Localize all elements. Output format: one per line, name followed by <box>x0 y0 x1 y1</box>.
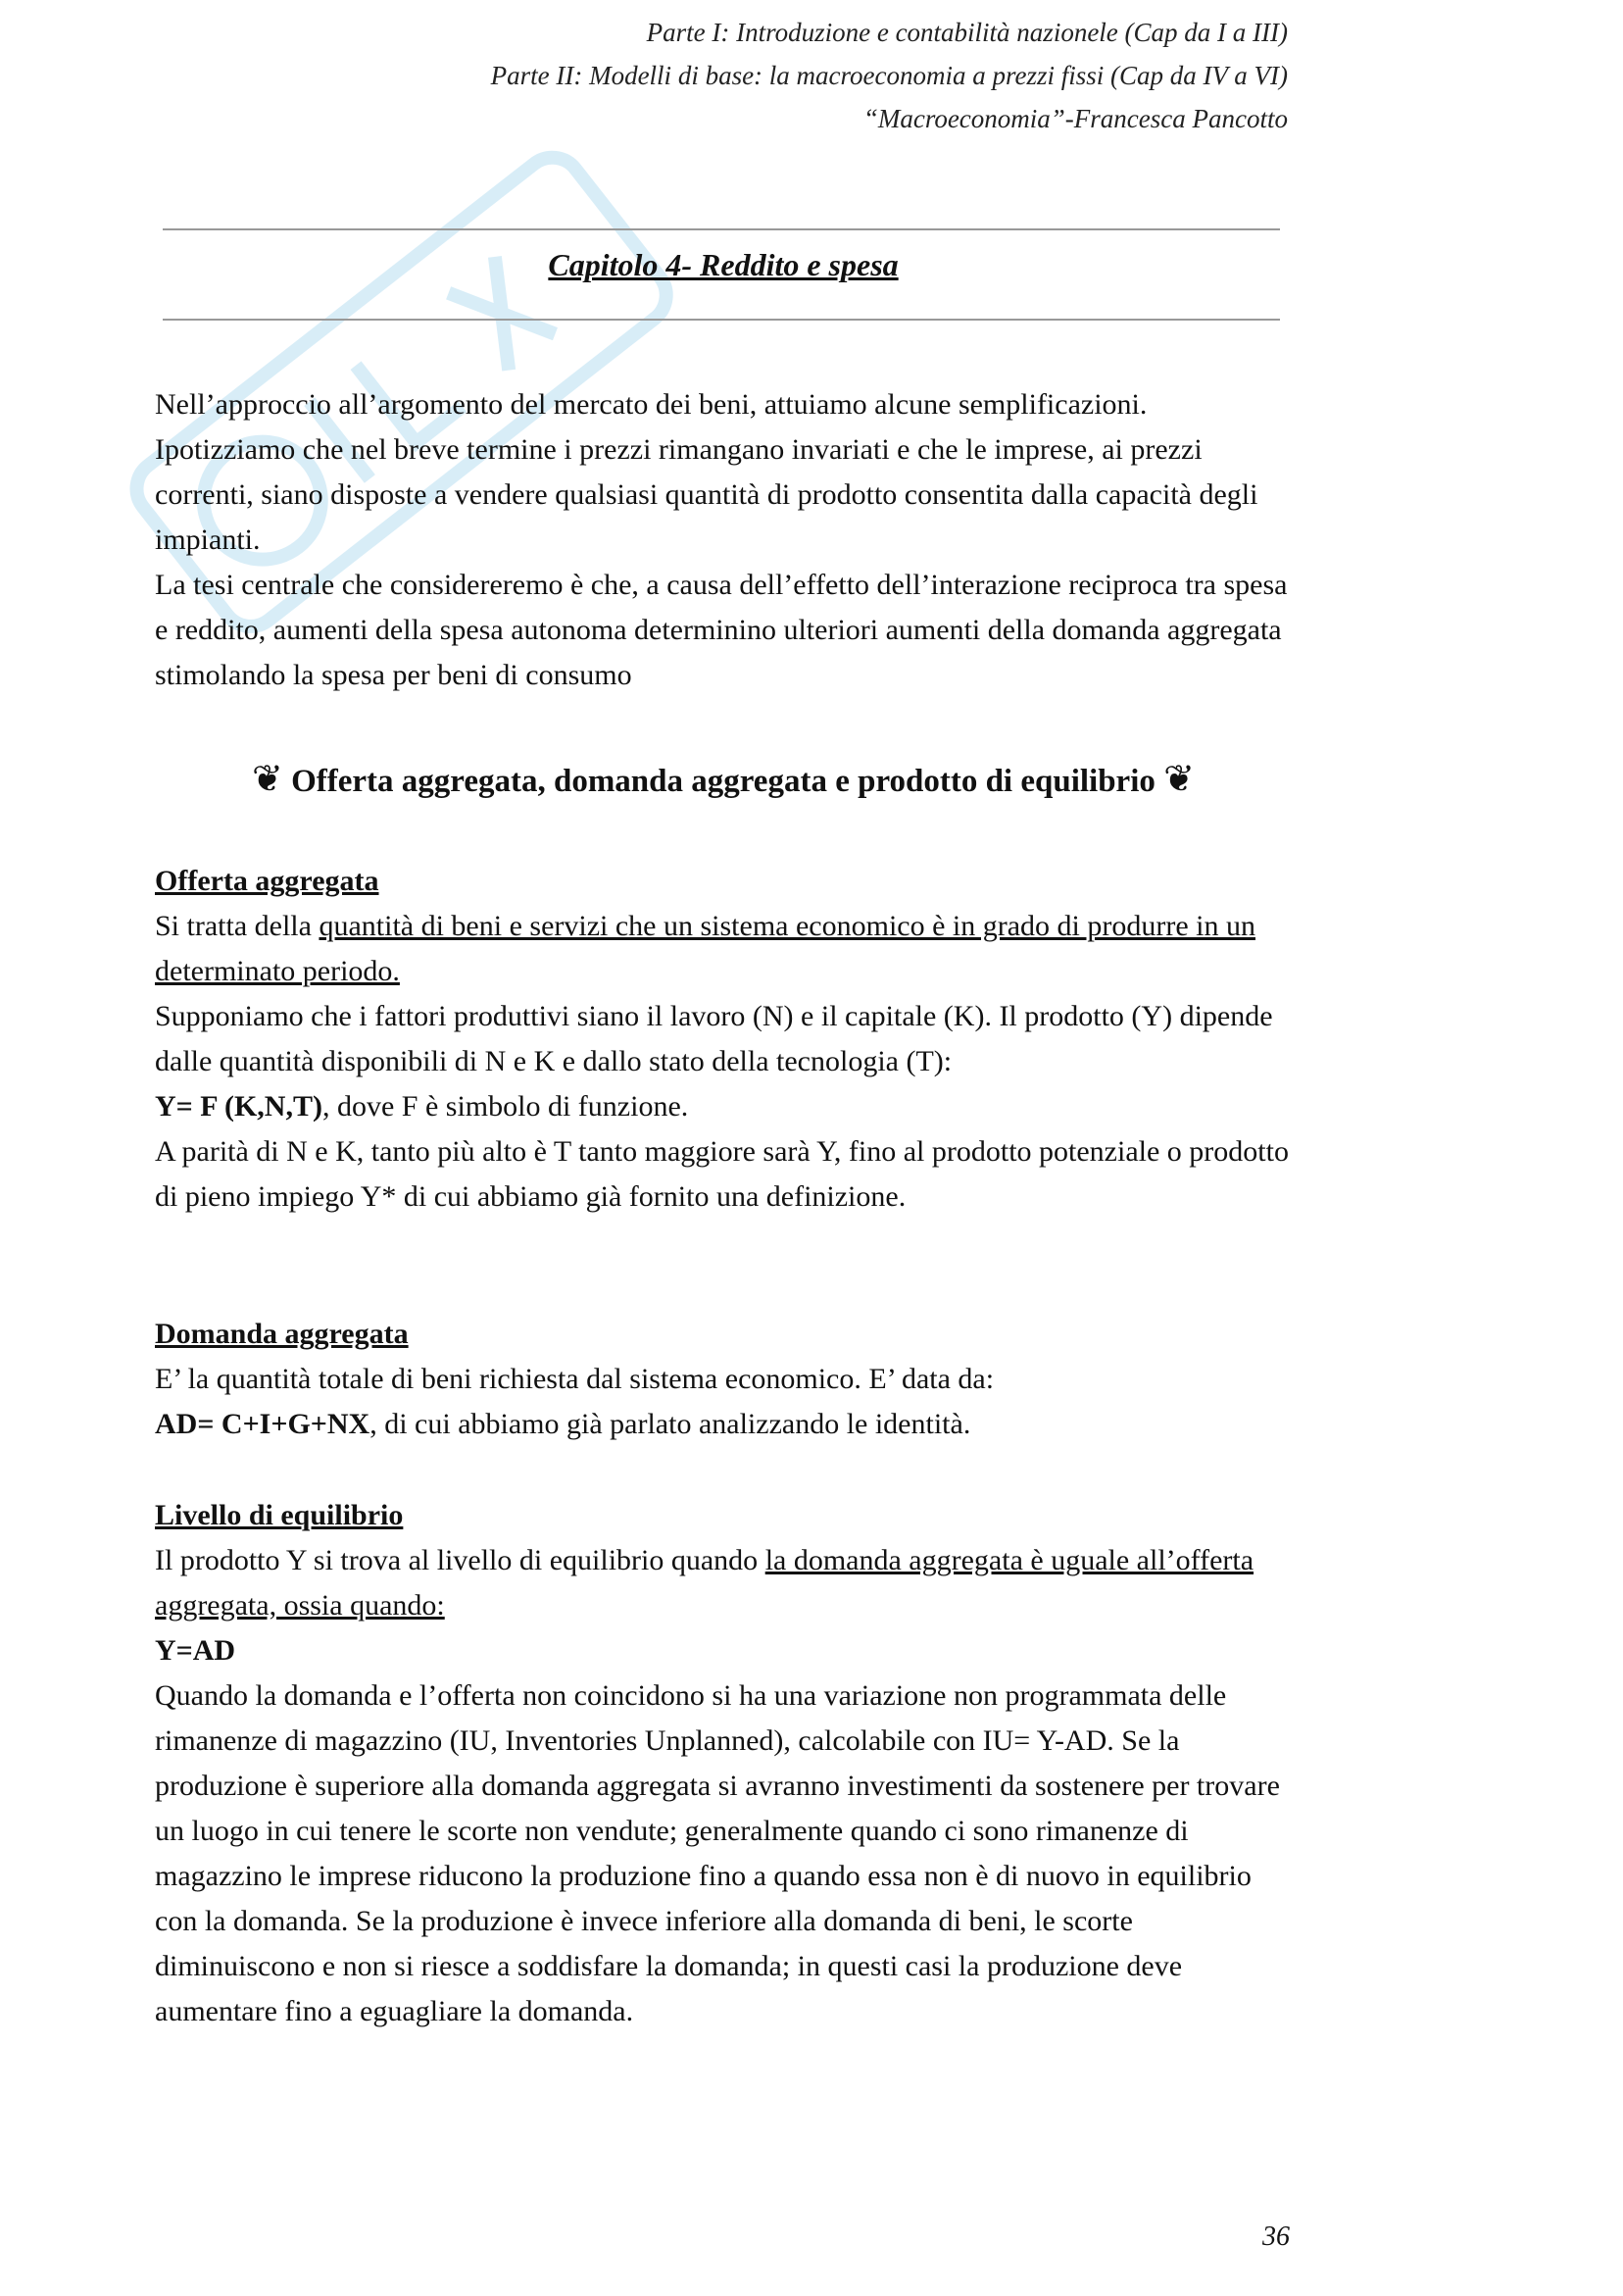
intro-paragraph-2: La tesi centrale che considereremo è che, a causa dell’effetto dell’interazione reciproca tra spesa e reddito, aumenti della spesa autonoma determinino ulteriori aumenti della domanda aggregata stimolando la spesa per beni di consumo <box>155 569 1288 691</box>
domanda-heading: Domanda aggregata <box>155 1318 409 1350</box>
offerta-section <box>155 859 1292 1220</box>
fleuron-icon: ❦ <box>1163 759 1195 800</box>
intro-paragraph-1: Nell’approccio all’argomento del mercato dei beni, attuiamo alcune semplificazioni. Ipotizziamo che nel breve termine i prezzi rimangano invariati e che le imprese, ai prezzi correnti, siano disposte a vendere qualsiasi quantità di prodotto consentita dalla capacità degli impianti. <box>155 388 1258 556</box>
fleuron-icon: ❦ <box>252 759 283 800</box>
section-banner-title: Offerta aggregata, domanda aggregata e prodotto di equilibrio <box>291 764 1156 799</box>
offerta-paragraph-3: A parità di N e K, tanto più alto è T tanto maggiore sarà Y, fino al prodotto potenziale o prodotto di pieno impiego Y* di cui abbiamo già fornito una definizione. <box>155 1135 1289 1213</box>
offerta-formula-line: Y= F (K,N,T), dove F è simbolo di funzione. <box>155 1090 689 1123</box>
title-rule-top <box>163 228 1280 230</box>
domanda-paragraph-1: E’ la quantità totale di beni richiesta dal sistema economico. E’ data da: <box>155 1363 995 1395</box>
intro-section <box>155 382 1292 698</box>
production-function-formula: Y= F (K,N,T) <box>155 1090 322 1123</box>
offerta-paragraph-2: Supponiamo che i fattori produttivi siano il lavoro (N) e il capitale (K). Il prodotto (Y) dipende dalle quantità disponibili di N e K e dallo stato della tecnologia (T): <box>155 1000 1273 1077</box>
chapter-title: Capitolo 4- Reddito e spesa <box>548 247 899 282</box>
equilibrio-paragraph-2: Quando la domanda e l’offerta non coincidono si ha una variazione non programmata delle rimanenze di magazzino (IU, Inventories Unplanned), calcolabile con IU= Y-AD. Se la produzione è superiore alla domanda aggregata si avranno investimenti da sostenere per trovare un luogo in cui tenere le scorte non vendute; generalmente quando ci sono rimanenze di magazzino le imprese riducono la produzione fino a quando essa non è di nuovo in equilibrio con la domanda. Se la produzione è invece inferiore alla domanda di beni, le scorte diminuiscono e non si riesce a soddisfare la domanda; in questi casi la produzione deve aumentare fino a eguagliare la domanda. <box>155 1679 1280 2027</box>
page-number: 36 <box>1262 2221 1290 2252</box>
header-course-part-1: Parte I: Introduzione e contabilità nazionele (Cap da I a III) <box>646 18 1288 47</box>
header-book-author: “Macroeconomia”-Francesca Pancotto <box>862 104 1288 133</box>
equilibrium-formula: Y=AD <box>155 1634 236 1667</box>
equilibrio-heading: Livello di equilibrio <box>155 1499 404 1531</box>
equilibrio-definition: Il prodotto Y si trova al livello di equilibrio quando la domanda aggregata è uguale all’offerta aggregata, ossia quando: <box>155 1544 1254 1622</box>
section-banner <box>0 757 1447 801</box>
domanda-section <box>155 1312 1292 1447</box>
domanda-formula-line: AD= C+I+G+NX, di cui abbiamo già parlato analizzando le identità. <box>155 1408 971 1440</box>
title-rule-bottom <box>163 319 1280 321</box>
equilibrio-section <box>155 1493 1292 2034</box>
offerta-heading: Offerta aggregata <box>155 865 379 897</box>
offerta-definition: Si tratta della quantità di beni e servizi che un sistema economico è in grado di produrre in un determinato periodo. <box>155 910 1255 987</box>
header-course-part-2: Parte II: Modelli di base: la macroeconomia a prezzi fissi (Cap da IV a VI) <box>490 61 1288 90</box>
aggregate-demand-formula: AD= C+I+G+NX <box>155 1408 370 1440</box>
